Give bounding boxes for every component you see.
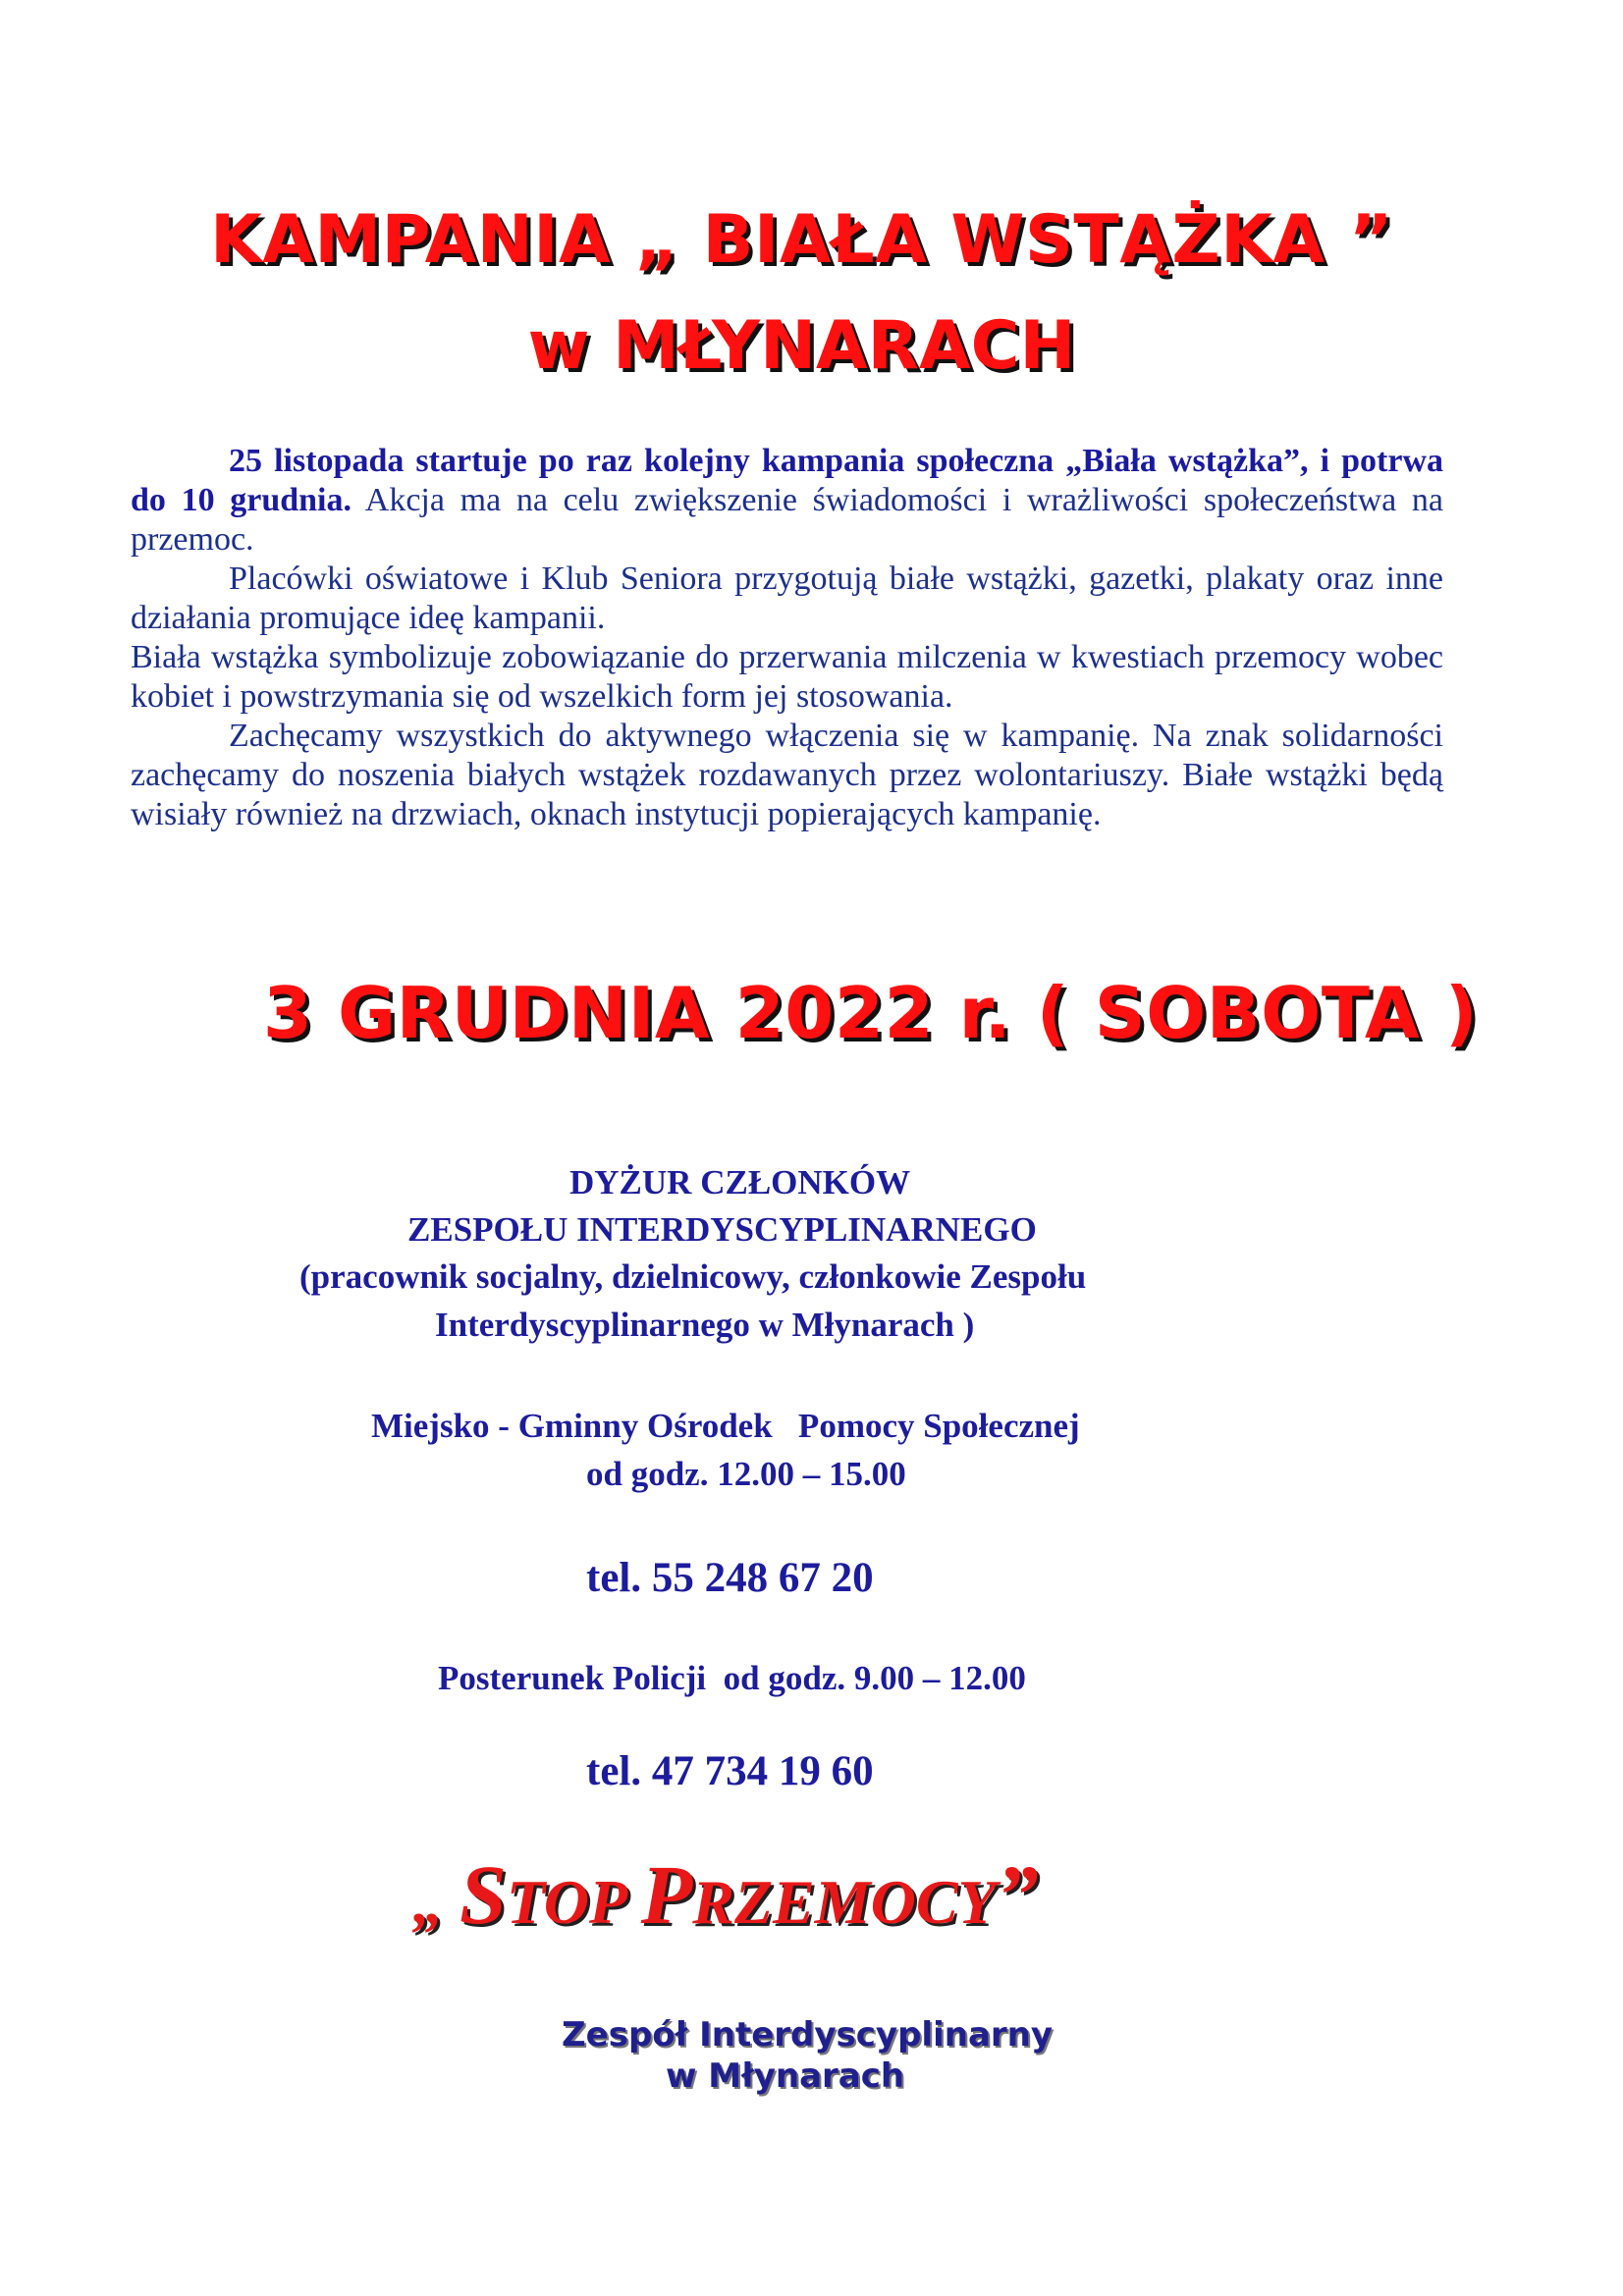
duty-members-line-1: (pracownik socjalny, dzielnicowy, członkowie Zespołu [299,1257,1087,1296]
mgops-phone: tel. 55 248 67 20 [586,1555,874,1601]
signature-line-2: w Młynarach [666,2056,905,2096]
police-phone: tel. 47 734 19 60 [586,1748,874,1794]
duty-members-line-2: Interdyscyplinarnego w Młynarach ) [435,1306,975,1344]
slogan-word-stop-rest: TOP [506,1867,641,1937]
stop-violence-slogan [412,1845,1039,1944]
police-hours: Posterunek Policji od godz. 9.00 – 12.00 [438,1659,1026,1697]
page-title-line-2: w MŁYNARACH [527,307,1076,385]
intro-paragraph-4: Zachęcamy wszystkich do aktywnego włączenia się w kampanię. Na znak solidarności zachęcamy do noszenia białych wstążek rozdawanych przez wolontariuszy. Białe wstążki będą wisiały również na drzwiach, oknach instytucji popierających kampanię. [131,718,1443,832]
mgops-name: Miejsko - Gminny Ośrodek Pomocy Społecznej [371,1407,1080,1445]
slogan-initial-p: P [640,1847,693,1942]
mgops-hours: od godz. 12.00 – 15.00 [586,1455,906,1493]
duty-heading-line-1: DYŻUR CZŁONKÓW [569,1163,911,1201]
slogan-open-quote: „ [412,1867,460,1937]
intro-paragraph-1-bold: 25 listopada startuje po raz kolejny kampania społeczna „Biała wstążka”, i potrwa do 10 grudnia. [131,443,1443,518]
intro-text [131,442,1443,834]
intro-paragraph-1 [131,442,1443,560]
slogan-close-quote: ” [996,1847,1039,1942]
intro-paragraph-2: Placówki oświatowe i Klub Seniora przygotują białe wstążki, gazetki, plakaty oraz inne działania promujące ideę kampanii. [131,561,1443,636]
event-date: 3 GRUDNIA 2022 r. ( SOBOTA ) [262,972,1479,1054]
page-title-line-1: KAMPANIA „ BIAŁA WSTĄŻKA ” [210,201,1393,279]
slogan-word-przemocy-rest: RZEMOCY [692,1867,997,1937]
intro-paragraph-1-rest: Akcja ma na celu zwiększenie świadomości i wrażliwości społeczeństwa na przemoc. [131,482,1443,558]
intro-paragraph-3: Biała wstążka symbolizuje zobowiązanie do przerwania milczenia w kwestiach przemocy wobec kobiet i powstrzymania się od wszelkich form jej stosowania. [131,639,1443,715]
slogan-initial-s: S [460,1847,507,1942]
duty-heading-line-2: ZESPOŁU INTERDYSCYPLINARNEGO [407,1210,1037,1249]
signature-line-1: Zespół Interdyscyplinarny [562,2015,1054,2055]
